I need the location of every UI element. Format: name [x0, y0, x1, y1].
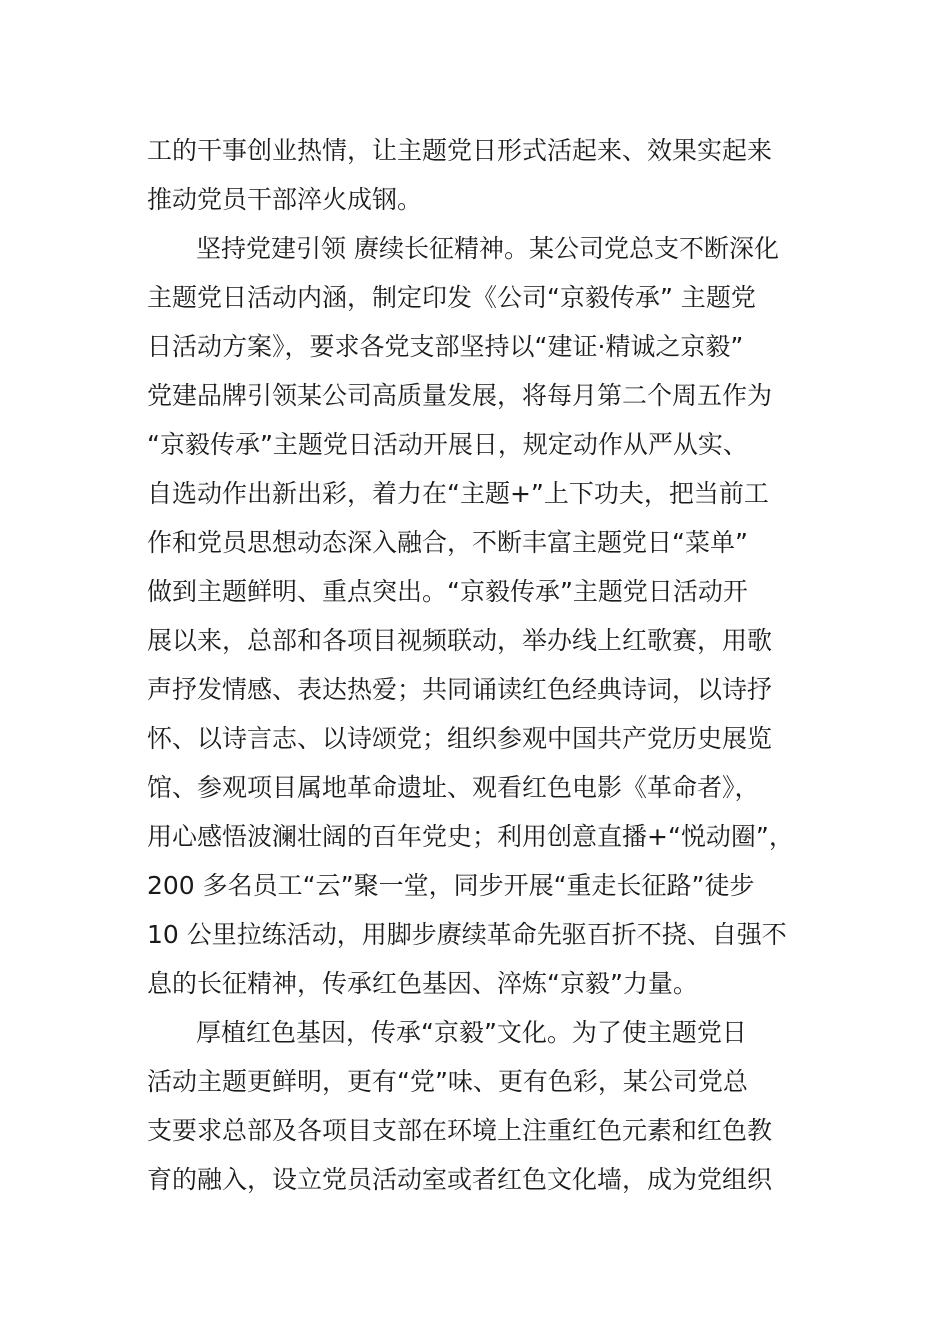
text-line: 支要求总部及各项目支部在环境上注重红色元素和红色教: [147, 1116, 773, 1145]
text-line: 作和党员思想动态深入融合，不断丰富主题党日“菜单”: [147, 528, 748, 557]
text-line: 推动党员干部淬火成钢。: [147, 185, 423, 214]
text-line: “京毅传承”主题党日活动开展日，规定动作从严从实、: [147, 430, 748, 459]
text-line: 党建品牌引领某公司高质量发展，将每月第二个周五作为: [147, 381, 773, 410]
text-line: 自选动作出新出彩，着力在“主题+”上下功夫，把当前工: [147, 479, 769, 508]
text-line: 200 多名员工“云”聚一堂，同步开展“重走长征路”徒步: [147, 871, 755, 900]
text-line: 活动主题更鲜明，更有“党”味、更有色彩，某公司党总: [147, 1067, 748, 1096]
text-line: 怀、以诗言志、以诗颂党；组织参观中国共产党历史展览: [147, 724, 773, 753]
text-line: 日活动方案》，要求各党支部坚持以“建证·精诚之京毅”: [147, 332, 744, 361]
text-line: 10 公里拉练活动，用脚步赓续革命先驱百折不挠、自强不: [147, 920, 787, 949]
text-line: 馆、参观项目属地革命遗址、观看红色电影《革命者》，: [147, 773, 760, 802]
text-line: 做到主题鲜明、重点突出。“京毅传承”主题党日活动开: [147, 577, 748, 606]
paragraph-first-line: 坚持党建引领 赓续长征精神。某公司党总支不断深化: [196, 234, 779, 263]
text-line: 展以来，总部和各项目视频联动，举办线上红歌赛，用歌: [147, 626, 773, 655]
paragraph-first-line: 厚植红色基因，传承“京毅”文化。为了使主题党日: [196, 1018, 747, 1047]
text-line: 育的融入，设立党员活动室或者红色文化墙，成为党组织: [147, 1165, 773, 1194]
text-line: 主题党日活动内涵，制定印发《公司“京毅传承” 主题党: [147, 283, 756, 312]
text-line: 用心感悟波澜壮阔的百年党史；利用创意直播+“悦动圈”，: [147, 822, 794, 851]
text-line: 声抒发情感、表达热爱；共同诵读红色经典诗词，以诗抒: [147, 675, 773, 704]
text-line: 工的干事创业热情，让主题党日形式活起来、效果实起来: [147, 136, 773, 165]
text-line: 息的长征精神，传承红色基因、淬炼“京毅”力量。: [147, 969, 698, 998]
